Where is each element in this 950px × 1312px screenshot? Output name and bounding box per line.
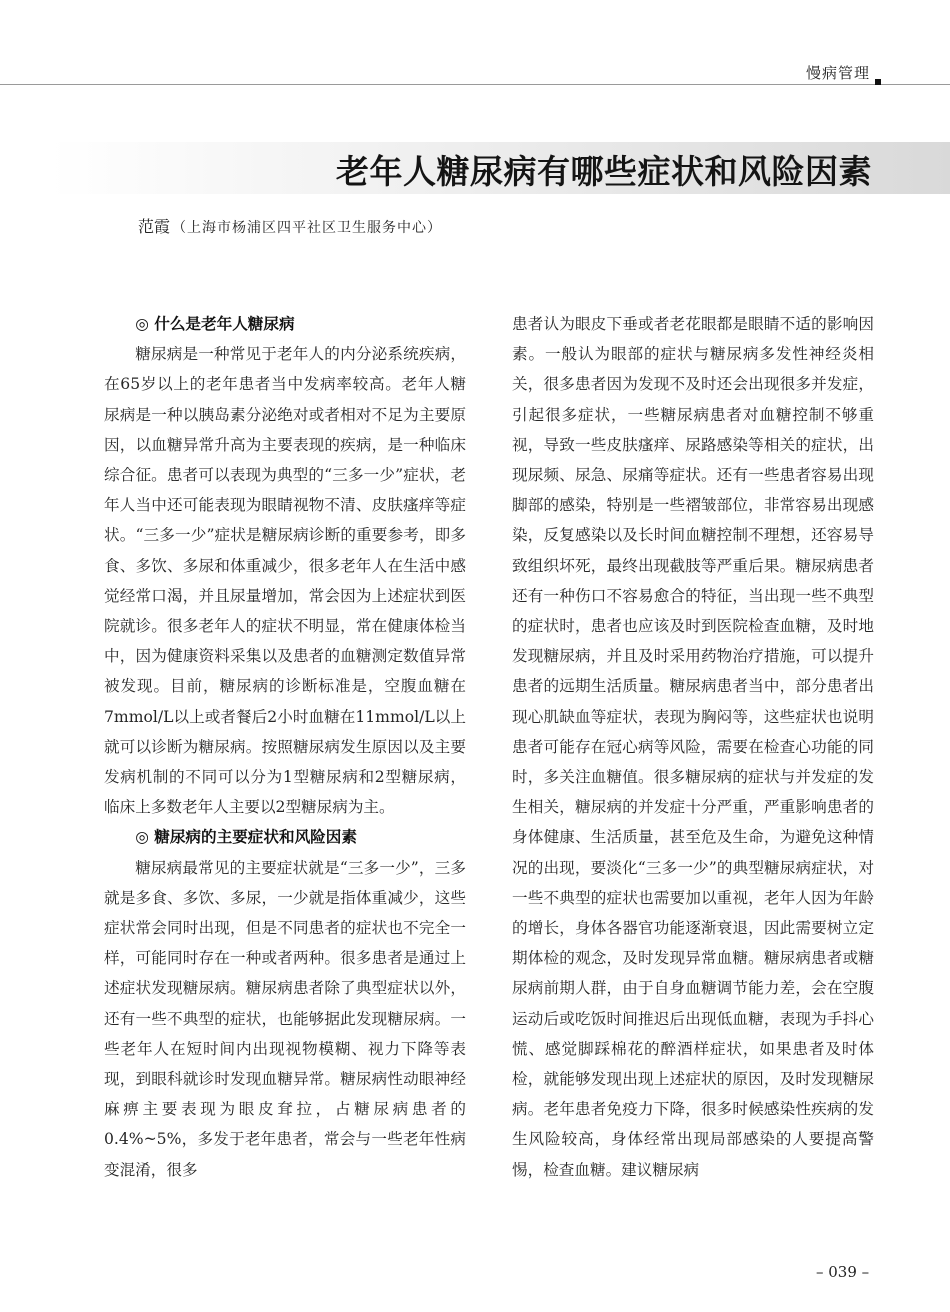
author-name: 范霞 — [138, 217, 171, 236]
paragraph-definition: 糖尿病是一种常见于老年人的内分泌系统疾病，在65岁以上的老年患者当中发病率较高。老年人糖尿病是一种以胰岛素分泌绝对或者相对不足为主要原因，以血糖异常升高为主要表现的疾病，是一种临床综合征。患者可以表现为典型的“三多一少”症状，老年人当中还可能表现为眼睛视物不清、皮肤瘙痒等症状。“三多一少”症状是糖尿病诊断的重要参考，即多食、多饮、多尿和体重减少，很多老年人在生活中感觉经常口渴，并且尿量增加，常会因为上述症状到医院就诊。很多老年人的症状不明显，常在健康体检当中，因为健康资料采集以及患者的血糖测定数值异常被发现。目前，糖尿病的诊断标准是，空腹血糖在7mmol/L以上或者餐后2小时血糖在11mmol/L以上就可以诊断为糖尿病。按照糖尿病发生原因以及主要发病机制的不同可以分为1型糖尿病和2型糖尿病，临床上多数老年人主要以2型糖尿病为主。 — [104, 345, 466, 817]
right-column — [512, 309, 874, 1249]
left-column — [104, 309, 466, 1249]
section-marker-square — [875, 79, 881, 85]
article-title: 老年人糖尿病有哪些症状和风险因素 — [336, 152, 872, 191]
page-number: – 039 – — [816, 1263, 870, 1281]
section-heading-what-is: ◎ 什么是老年人糖尿病 — [135, 315, 295, 333]
paragraph-symptoms: 糖尿病最常见的主要症状就是“三多一少”，三多就是多食、多饮、多尿，一少就是指体重减少，这些症状常会同时出现，但是不同患者的症状也不完全一样，可能同时存在一种或者两种。很多患者是通过上述症状发现糖尿病。糖尿病患者除了典型症状以外，还有一些不典型的症状，也能够据此发现糖尿病。一些老年人在短时间内出现视物模糊、视力下降等表现，到眼科就诊时发现血糖异常。糖尿病性动眼神经麻痹主要表现为眼皮耷拉，占糖尿病患者的0.4%~5%，多发于老年患者，常会与一些老年性病变混淆，很多 — [104, 858, 466, 1179]
header-rule — [0, 84, 950, 85]
paragraph-symptoms-continued: 患者认为眼皮下垂或者老花眼都是眼睛不适的影响因素。一般认为眼部的症状与糖尿病多发性神经炎相关，很多患者因为发现不及时还会出现很多并发症，引起很多症状，一些糖尿病患者对血糖控制不够重视，导致一些皮肤瘙痒、尿路感染等相关的症状，出现尿频、尿急、尿痛等症状。还有一些患者容易出现脚部的感染，特别是一些褶皱部位，非常容易出现感染，反复感染以及长时间血糖控制不理想，还容易导致组织坏死，最终出现截肢等严重后果。糖尿病患者还有一种伤口不容易愈合的特征，当出现一些不典型的症状时，患者也应该及时到医院检查血糖，及时地发现糖尿病，并且及时采用药物治疗措施，可以提升患者的远期生活质量。糖尿病患者当中，部分患者出现心肌缺血等症状，表现为胸闷等，这些症状也说明患者可能存在冠心病等风险，需要在检查心功能的同时，多关注血糖值。很多糖尿病的症状与并发症的发生相关，糖尿病的并发症十分严重，严重影响患者的身体健康、生活质量，甚至危及生命，为避免这种情况的出现，要淡化“三多一少”的典型糖尿病症状，对一些不典型的症状也需要加以重视，老年人因为年龄的增长，身体各器官功能逐渐衰退，因此需要树立定期体检的观念，及时发现异常血糖。糖尿病患者或糖尿病前期人群，由于自身血糖调节能力差，会在空腹运动后或吃饭时间推迟后出现低血糖，表现为手抖心慌、感觉脚踩棉花的醉酒样症状，如果患者及时体检，就能够发现出现上述症状的原因，及时发现糖尿病。老年患者免疫力下降，很多时候感染性疾病的发生风险较高，身体经常出现局部感染的人要提高警惕，检查血糖。建议糖尿病 — [512, 315, 874, 1179]
section-label: 慢病管理 — [805, 64, 870, 82]
section-heading-symptoms: ◎ 糖尿病的主要症状和风险因素 — [135, 828, 357, 847]
byline — [138, 214, 442, 237]
author-affiliation: （上海市杨浦区四平社区卫生服务中心） — [172, 220, 443, 236]
